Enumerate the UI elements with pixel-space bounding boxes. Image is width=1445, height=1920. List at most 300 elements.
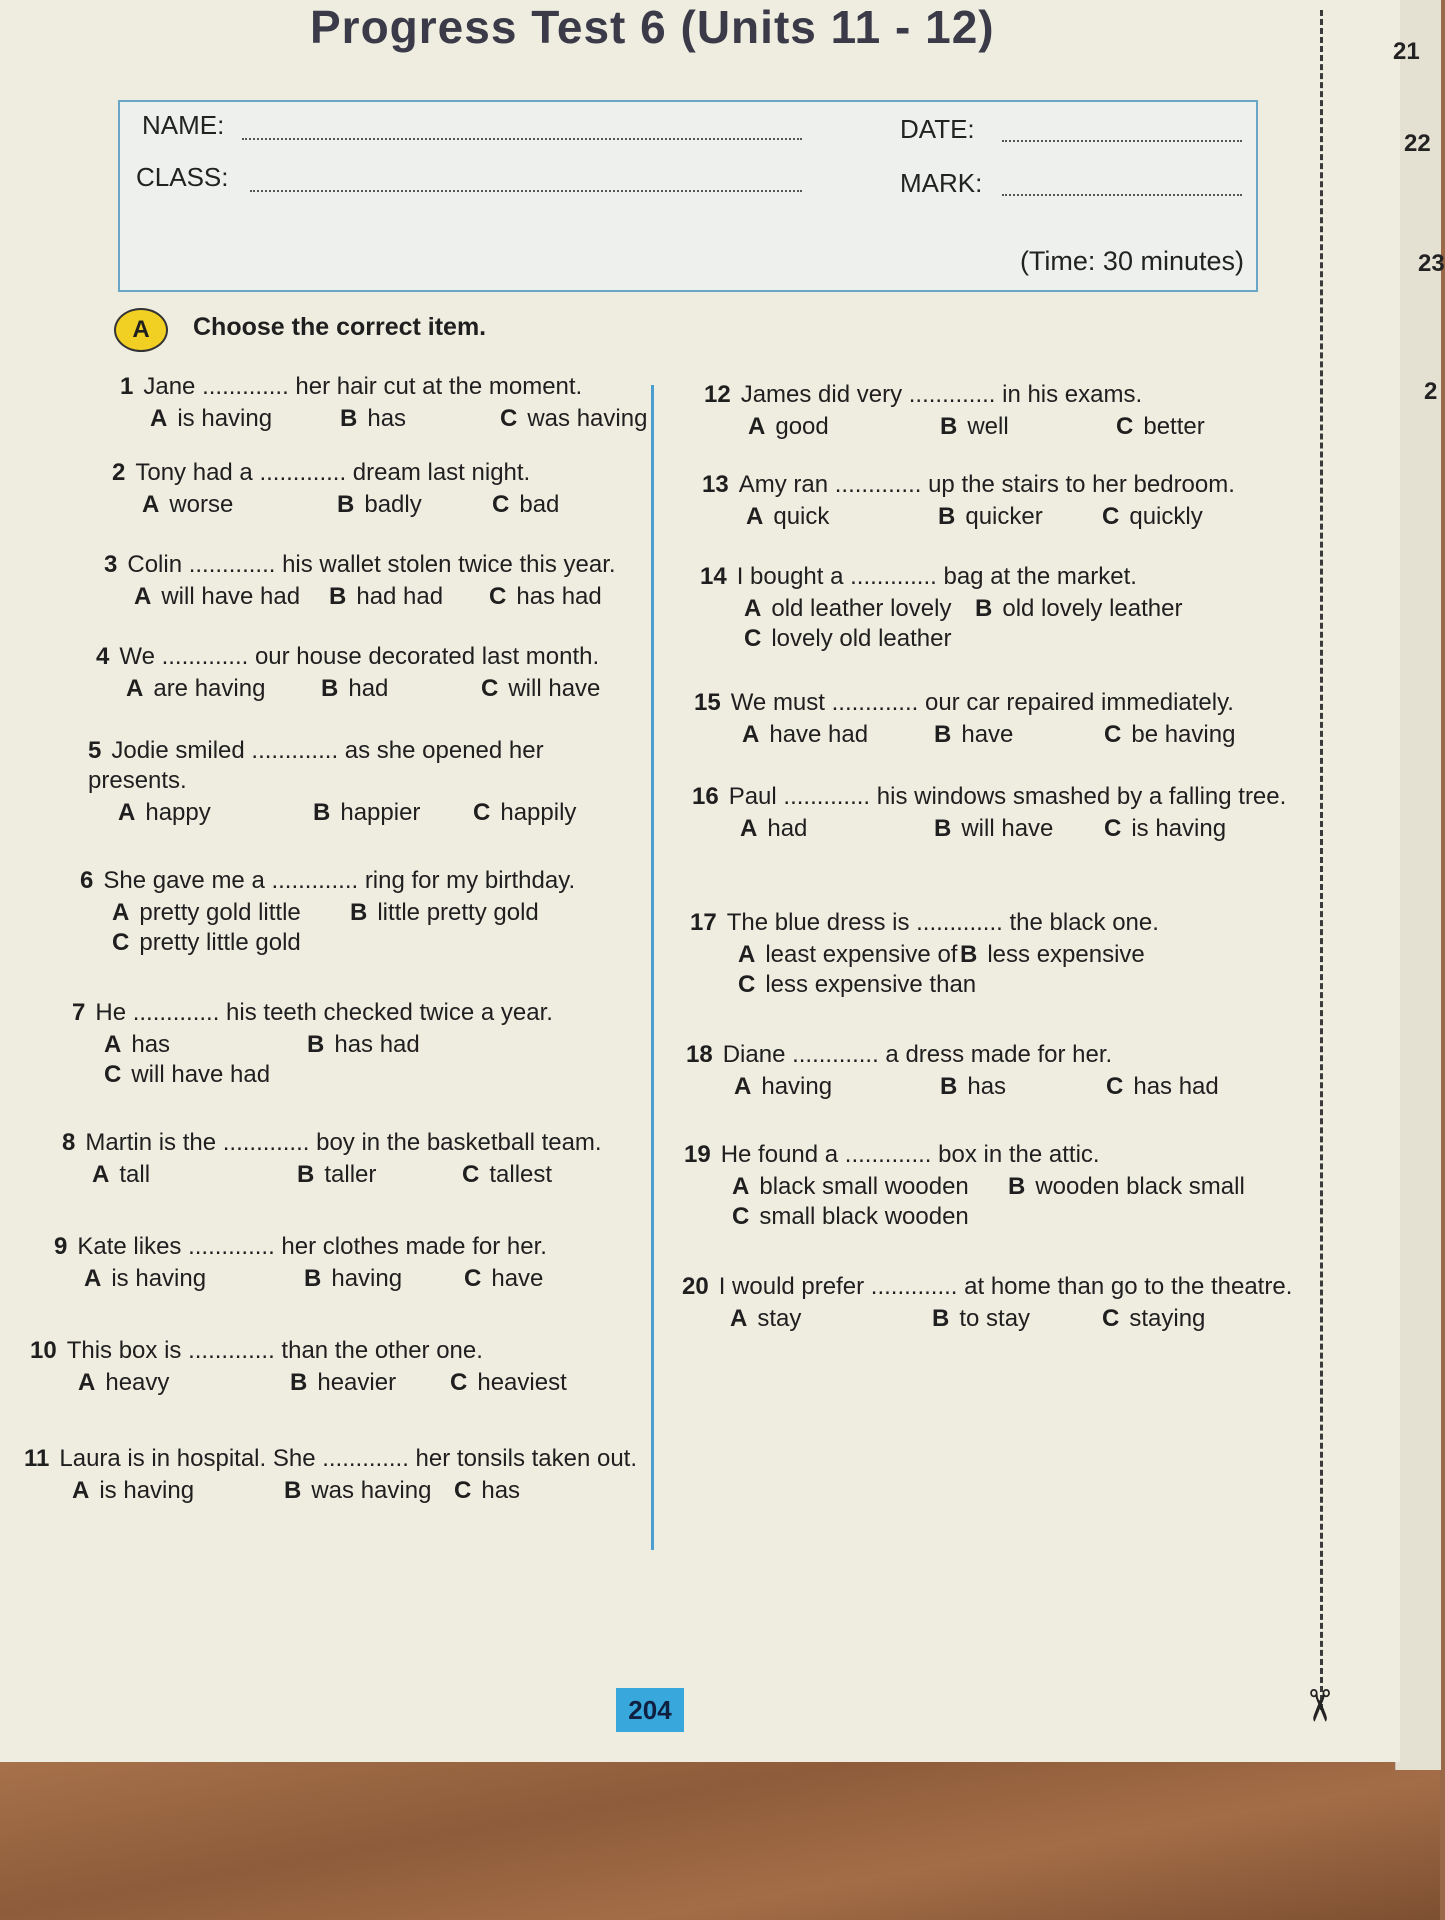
option-a[interactable]: [150, 404, 272, 434]
option-letter: B: [329, 583, 347, 610]
question-stem: [88, 736, 648, 796]
option-text: quickly: [1129, 503, 1203, 530]
option-text: has: [131, 1031, 171, 1058]
option-b[interactable]: [290, 1368, 396, 1398]
option-text: have: [961, 721, 1014, 748]
option-b[interactable]: [934, 720, 1013, 750]
question-number: 13: [702, 471, 729, 498]
answer-options: [88, 798, 648, 828]
option-b[interactable]: [307, 1030, 420, 1060]
answer-options: [120, 404, 648, 434]
option-letter: B: [307, 1031, 325, 1058]
option-text: least expensive of: [765, 941, 958, 968]
option-a[interactable]: [92, 1160, 150, 1190]
option-b[interactable]: [284, 1476, 431, 1506]
answer-options: [682, 1304, 1302, 1334]
option-letter: C: [489, 583, 507, 610]
scissors-icon: ✂: [1293, 1687, 1343, 1724]
option-letter: B: [340, 405, 358, 432]
question-stem: [686, 1040, 1296, 1070]
option-b[interactable]: [350, 898, 539, 928]
option-letter: B: [940, 1073, 958, 1100]
question-1: [120, 372, 648, 434]
option-text: less expensive than: [765, 971, 977, 998]
answer-options: [700, 594, 1280, 656]
option-text: had had: [356, 583, 444, 610]
option-text: old lovely leather: [1002, 595, 1183, 622]
answer-options: [694, 720, 1274, 750]
option-letter: C: [462, 1161, 480, 1188]
option-b[interactable]: [975, 594, 1182, 624]
option-letter: A: [118, 799, 136, 826]
question-17: [690, 908, 1300, 1002]
option-letter: C: [1104, 721, 1122, 748]
question-stem: [682, 1272, 1302, 1302]
question-number: 2: [112, 459, 126, 486]
question-number: 15: [694, 689, 721, 716]
question-stem: [700, 562, 1280, 592]
option-a[interactable]: [112, 898, 301, 928]
option-text: pretty gold little: [139, 899, 301, 926]
answer-options: [702, 502, 1282, 532]
option-b[interactable]: [321, 674, 388, 704]
option-text: is having: [1131, 815, 1227, 842]
option-a[interactable]: [142, 490, 233, 520]
question-number: 9: [54, 1233, 68, 1260]
answer-options: [704, 412, 1284, 442]
option-a[interactable]: [84, 1264, 206, 1294]
option-text: better: [1143, 413, 1205, 440]
option-letter: C: [738, 971, 756, 998]
option-text: stay: [757, 1305, 802, 1332]
option-a[interactable]: [730, 1304, 801, 1334]
question-text: Diane ............. a dress made for her.: [722, 1041, 1113, 1068]
question-number: 7: [72, 999, 86, 1026]
option-a[interactable]: [134, 582, 300, 612]
option-text: badly: [364, 491, 422, 518]
question-number: 8: [62, 1129, 76, 1156]
question-number: 1: [120, 373, 134, 400]
question-text: Kate likes ............. her clothes made for her.: [77, 1233, 547, 1260]
option-b[interactable]: [297, 1160, 376, 1190]
option-text: has: [367, 405, 407, 432]
option-letter: A: [84, 1265, 102, 1292]
option-letter: A: [740, 815, 758, 842]
option-letter: A: [112, 899, 130, 926]
side-number: 23: [1418, 250, 1445, 277]
option-letter: A: [134, 583, 152, 610]
option-c[interactable]: [744, 624, 951, 654]
option-a[interactable]: [72, 1476, 194, 1506]
question-number: 19: [684, 1141, 711, 1168]
answer-options: [690, 940, 1300, 1002]
question-stem: [72, 998, 652, 1028]
option-text: bad: [519, 491, 560, 518]
option-letter: A: [732, 1173, 750, 1200]
answer-options: [96, 674, 656, 704]
option-b[interactable]: [938, 502, 1043, 532]
option-text: has had: [516, 583, 602, 610]
option-a[interactable]: [738, 940, 957, 970]
question-text: I bought a ............. bag at the market.: [736, 563, 1137, 590]
question-text: She gave me a ............. ring for my birthday.: [103, 867, 576, 894]
question-number: 17: [690, 909, 717, 936]
option-letter: C: [744, 625, 762, 652]
option-letter: A: [748, 413, 766, 440]
option-c[interactable]: [732, 1202, 969, 1232]
option-letter: A: [78, 1369, 96, 1396]
option-letter: A: [72, 1477, 90, 1504]
option-letter: A: [742, 721, 760, 748]
option-c[interactable]: [500, 404, 647, 434]
option-c[interactable]: [481, 674, 600, 704]
question-stem: [702, 470, 1282, 500]
option-letter: B: [940, 413, 958, 440]
option-text: had: [348, 675, 389, 702]
option-text: well: [967, 413, 1009, 440]
question-stem: [112, 458, 642, 488]
question-15: [694, 688, 1274, 750]
option-letter: C: [1116, 413, 1134, 440]
option-a[interactable]: [78, 1368, 169, 1398]
option-c[interactable]: [1104, 720, 1235, 750]
page-title: Progress Test 6 (Units 11 - 12): [310, 1, 995, 53]
question-text: This box is ............. than the other one.: [66, 1337, 483, 1364]
option-text: will have: [961, 815, 1054, 842]
option-letter: B: [350, 899, 368, 926]
option-letter: A: [126, 675, 144, 702]
name-field[interactable]: [242, 138, 802, 140]
question-text: Jane ............. her hair cut at the moment.: [143, 373, 583, 400]
option-c[interactable]: [489, 582, 602, 612]
question-stem: [104, 550, 644, 580]
question-text: Paul ............. his windows smashed by a falling tree.: [728, 783, 1287, 810]
question-11: [24, 1444, 640, 1506]
option-text: have had: [769, 721, 869, 748]
question-number: 11: [24, 1445, 50, 1472]
question-number: 4: [96, 643, 110, 670]
question-stem: [24, 1444, 640, 1474]
option-letter: B: [313, 799, 331, 826]
option-text: small black wooden: [759, 1203, 969, 1230]
question-stem: [96, 642, 656, 672]
option-text: is having: [111, 1265, 207, 1292]
option-letter: C: [481, 675, 499, 702]
option-text: heaviest: [477, 1369, 567, 1396]
option-text: are having: [153, 675, 266, 702]
question-number: 16: [692, 783, 719, 810]
option-letter: A: [730, 1305, 748, 1332]
option-a[interactable]: [744, 594, 951, 624]
option-b[interactable]: [337, 490, 422, 520]
question-text: Laura is in hospital. She ............. her tonsils taken out.: [59, 1445, 638, 1472]
option-c[interactable]: [464, 1264, 543, 1294]
question-text: We must ............. our car repaired immediately.: [730, 689, 1234, 716]
option-c[interactable]: [1104, 814, 1226, 844]
option-text: tallest: [489, 1161, 553, 1188]
option-letter: C: [1104, 815, 1122, 842]
option-letter: C: [104, 1061, 122, 1088]
option-a[interactable]: [740, 814, 807, 844]
option-text: will have had: [131, 1061, 271, 1088]
option-b[interactable]: [932, 1304, 1030, 1334]
option-a[interactable]: [742, 720, 868, 750]
option-letter: C: [732, 1203, 750, 1230]
time-limit: (Time: 30 minutes): [1019, 246, 1244, 276]
option-letter: A: [104, 1031, 122, 1058]
option-c[interactable]: [1102, 1304, 1205, 1334]
option-letter: C: [1102, 1305, 1120, 1332]
section-instruction: Choose the correct item.: [193, 313, 487, 341]
question-text: Jodie smiled ............. as she opened her presents.: [88, 737, 544, 794]
question-number: 6: [80, 867, 94, 894]
answer-options: [30, 1368, 650, 1398]
option-text: happier: [340, 799, 421, 826]
option-letter: B: [290, 1369, 308, 1396]
option-text: less expensive: [987, 941, 1145, 968]
option-letter: B: [1008, 1173, 1026, 1200]
option-letter: B: [934, 815, 952, 842]
question-13: [702, 470, 1282, 532]
option-b[interactable]: [1008, 1172, 1245, 1202]
question-number: 12: [704, 381, 731, 408]
option-letter: A: [738, 941, 756, 968]
option-text: will have had: [161, 583, 301, 610]
option-c[interactable]: [462, 1160, 552, 1190]
option-text: has had: [334, 1031, 420, 1058]
option-text: tall: [119, 1161, 151, 1188]
option-b[interactable]: [340, 404, 406, 434]
question-text: The blue dress is ............. the black one.: [726, 909, 1159, 936]
option-text: good: [775, 413, 829, 440]
question-stem: [54, 1232, 644, 1262]
option-text: having: [331, 1265, 403, 1292]
class-field[interactable]: [250, 190, 802, 192]
question-stem: [704, 380, 1284, 410]
option-text: worse: [169, 491, 234, 518]
option-text: quick: [773, 503, 830, 530]
question-8: [62, 1128, 652, 1190]
option-letter: C: [454, 1477, 472, 1504]
answer-options: [686, 1072, 1296, 1102]
option-a[interactable]: [746, 502, 829, 532]
option-b[interactable]: [940, 1072, 1006, 1102]
option-text: to stay: [959, 1305, 1031, 1332]
option-text: be having: [1131, 721, 1236, 748]
option-text: is having: [99, 1477, 195, 1504]
option-text: quicker: [965, 503, 1043, 530]
option-text: have: [491, 1265, 544, 1292]
question-5: [88, 736, 648, 828]
page-number: 204: [616, 1688, 684, 1732]
question-stem: [692, 782, 1302, 812]
side-number: 22: [1404, 130, 1431, 157]
option-letter: B: [975, 595, 993, 622]
cut-line: [1320, 10, 1323, 1710]
question-number: 3: [104, 551, 118, 578]
option-letter: B: [297, 1161, 315, 1188]
answer-options: [692, 814, 1302, 844]
option-letter: C: [450, 1369, 468, 1396]
option-text: has: [967, 1073, 1007, 1100]
answer-options: [80, 898, 650, 960]
date-label: DATE:: [900, 114, 975, 144]
option-b[interactable]: [934, 814, 1053, 844]
option-text: old leather lovely: [771, 595, 952, 622]
question-12: [704, 380, 1284, 442]
question-text: Tony had a ............. dream last night.: [135, 459, 531, 486]
option-text: has had: [1133, 1073, 1219, 1100]
option-letter: C: [492, 491, 510, 518]
option-letter: B: [934, 721, 952, 748]
option-c[interactable]: [1106, 1072, 1219, 1102]
side-number: 21: [1393, 38, 1420, 65]
mark-field[interactable]: [1002, 194, 1242, 196]
class-label: CLASS:: [136, 162, 229, 192]
answer-options: [104, 582, 644, 612]
question-10: [30, 1336, 650, 1398]
option-b[interactable]: [304, 1264, 402, 1294]
option-text: little pretty gold: [377, 899, 539, 926]
option-letter: A: [734, 1073, 752, 1100]
option-b[interactable]: [940, 412, 1009, 442]
option-text: will have: [508, 675, 601, 702]
question-text: I would prefer ............. at home than go to the theatre.: [718, 1273, 1293, 1300]
question-number: 10: [30, 1337, 57, 1364]
option-text: was having: [311, 1477, 432, 1504]
option-c[interactable]: [1102, 502, 1203, 532]
option-letter: C: [500, 405, 518, 432]
option-text: heavier: [317, 1369, 397, 1396]
option-letter: C: [1102, 503, 1120, 530]
question-text: He ............. his teeth checked twice a year.: [95, 999, 553, 1026]
option-text: had: [767, 815, 808, 842]
option-c[interactable]: [450, 1368, 567, 1398]
option-text: taller: [324, 1161, 377, 1188]
question-stem: [694, 688, 1274, 718]
option-letter: C: [464, 1265, 482, 1292]
question-6: [80, 866, 650, 960]
option-letter: B: [938, 503, 956, 530]
question-19: [684, 1140, 1294, 1234]
option-text: was having: [527, 405, 648, 432]
option-c[interactable]: [738, 970, 976, 1000]
option-letter: B: [284, 1477, 302, 1504]
answer-options: [24, 1476, 640, 1506]
column-divider: [651, 385, 654, 1550]
question-16: [692, 782, 1302, 844]
option-text: happy: [145, 799, 211, 826]
option-text: heavy: [105, 1369, 170, 1396]
option-letter: B: [960, 941, 978, 968]
option-letter: A: [746, 503, 764, 530]
option-letter: A: [744, 595, 762, 622]
option-text: is having: [177, 405, 273, 432]
option-text: lovely old leather: [771, 625, 952, 652]
option-letter: A: [142, 491, 160, 518]
question-stem: [690, 908, 1300, 938]
option-b[interactable]: [960, 940, 1145, 970]
option-a[interactable]: [104, 1030, 170, 1060]
question-text: He found a ............. box in the attic.: [720, 1141, 1100, 1168]
option-a[interactable]: [732, 1172, 969, 1202]
option-letter: C: [112, 929, 130, 956]
option-letter: B: [321, 675, 339, 702]
question-9: [54, 1232, 644, 1294]
question-14: [700, 562, 1280, 656]
question-20: [682, 1272, 1302, 1334]
question-stem: [684, 1140, 1294, 1170]
option-letter: B: [932, 1305, 950, 1332]
option-a[interactable]: [748, 412, 829, 442]
option-b[interactable]: [313, 798, 420, 828]
question-4: [96, 642, 656, 704]
option-letter: C: [1106, 1073, 1124, 1100]
section-badge: A: [114, 308, 168, 352]
question-number: 5: [88, 737, 102, 764]
answer-options: [62, 1160, 652, 1190]
option-a[interactable]: [126, 674, 265, 704]
name-label: NAME:: [142, 110, 225, 140]
question-text: Martin is the ............. boy in the basketball team.: [85, 1129, 602, 1156]
date-field[interactable]: [1002, 140, 1242, 142]
option-c[interactable]: [454, 1476, 520, 1506]
option-text: happily: [500, 799, 577, 826]
question-stem: [120, 372, 640, 402]
question-2: [112, 458, 642, 520]
option-a[interactable]: [734, 1072, 832, 1102]
option-text: having: [761, 1073, 833, 1100]
option-letter: B: [337, 491, 355, 518]
option-text: staying: [1129, 1305, 1206, 1332]
question-stem: [30, 1336, 650, 1366]
mark-label: MARK:: [900, 168, 983, 198]
question-text: James did very ............. in his exams.: [740, 381, 1143, 408]
question-7: [72, 998, 652, 1092]
option-text: pretty little gold: [139, 929, 301, 956]
option-c[interactable]: [104, 1060, 270, 1090]
question-text: Amy ran ............. up the stairs to her bedroom.: [738, 471, 1235, 498]
option-letter: C: [473, 799, 491, 826]
option-text: wooden black small: [1035, 1173, 1245, 1200]
option-letter: B: [304, 1265, 322, 1292]
answer-options: [72, 1030, 652, 1092]
question-text: Colin ............. his wallet stolen twice this year.: [127, 551, 616, 578]
question-number: 18: [686, 1041, 713, 1068]
side-number: 2: [1424, 378, 1438, 405]
student-info-box: [118, 100, 1258, 292]
option-c[interactable]: [492, 490, 559, 520]
option-a[interactable]: [118, 798, 211, 828]
option-b[interactable]: [329, 582, 443, 612]
option-text: black small wooden: [759, 1173, 969, 1200]
answer-options: [54, 1264, 644, 1294]
option-c[interactable]: [112, 928, 301, 958]
question-3: [104, 550, 644, 612]
answer-options: [684, 1172, 1294, 1234]
option-c[interactable]: [1116, 412, 1205, 442]
answer-options: [112, 490, 642, 520]
question-stem: [80, 866, 650, 896]
option-letter: A: [150, 405, 168, 432]
question-number: 14: [700, 563, 727, 590]
question-number: 20: [682, 1273, 709, 1300]
option-c[interactable]: [473, 798, 576, 828]
option-text: has: [481, 1477, 521, 1504]
question-18: [686, 1040, 1296, 1102]
option-letter: A: [92, 1161, 110, 1188]
question-stem: [62, 1128, 652, 1158]
